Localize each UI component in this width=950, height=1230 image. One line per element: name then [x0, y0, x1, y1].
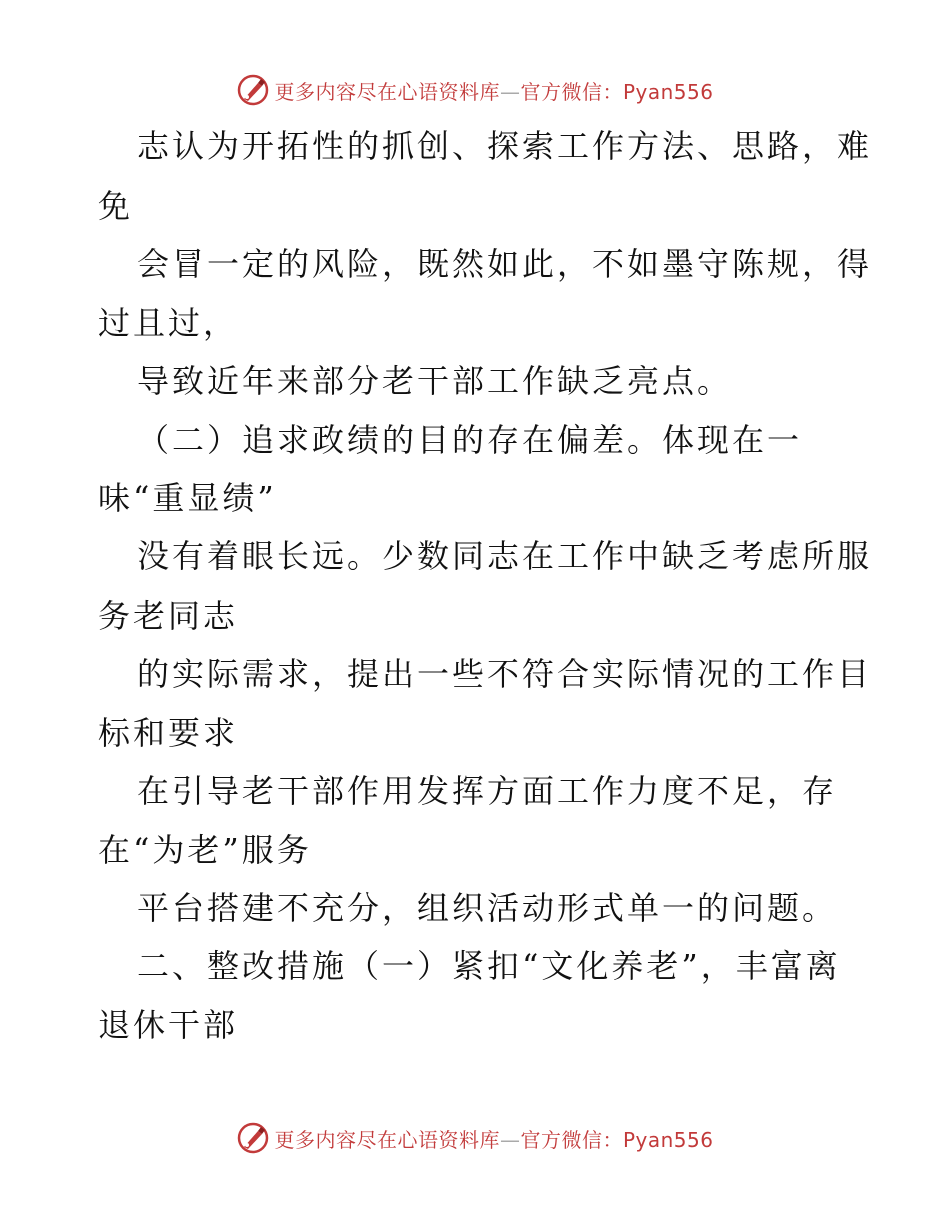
watermark-text	[274, 1124, 713, 1153]
text-line: 会冒一定的风险，既然如此，不如墨守陈规，得	[137, 245, 873, 283]
watermark-suffix: 官方微信：Pyan556	[520, 1127, 714, 1152]
text-line: （二）追求政绩的目的存在偏差。体现在一	[137, 421, 803, 459]
watermark-prefix: 更多内容尽在心语资料库	[274, 1127, 500, 1152]
text-line: 务老同志	[98, 597, 239, 635]
text-line: 没有着眼长远。少数同志在工作中缺乏考虑所服	[137, 537, 873, 575]
text-line: 标和要求	[98, 714, 239, 752]
text-line: 味“重显绩”	[98, 479, 277, 517]
text-line: 免	[98, 187, 134, 225]
text-line: 二、整改措施（一）紧扣“文化养老”，丰富离	[137, 947, 841, 985]
text-line: 平台搭建不充分，组织活动形式单一的问题。	[137, 889, 838, 927]
pen-logo-icon	[236, 73, 270, 107]
footer-watermark	[0, 1118, 950, 1158]
text-line: 导致近年来部分老干部工作缺乏亮点。	[137, 362, 733, 400]
text-line: 在“为老”服务	[98, 831, 312, 869]
watermark-suffix: 官方微信：Pyan556	[520, 79, 714, 104]
watermark-dash: —	[499, 1127, 521, 1152]
pen-logo-icon	[236, 1121, 270, 1155]
text-line: 退休干部	[98, 1006, 239, 1044]
text-line: 在引导老干部作用发挥方面工作力度不足，存	[137, 772, 838, 810]
text-line: 的实际需求，提出一些不符合实际情况的工作目	[137, 655, 873, 693]
watermark-text	[274, 76, 713, 105]
watermark-dash: —	[499, 79, 521, 104]
text-line: 过且过，	[98, 304, 239, 342]
header-watermark	[0, 70, 950, 110]
watermark-prefix: 更多内容尽在心语资料库	[274, 79, 500, 104]
text-line: 志认为开拓性的抓创、探索工作方法、思路，难	[137, 127, 873, 165]
